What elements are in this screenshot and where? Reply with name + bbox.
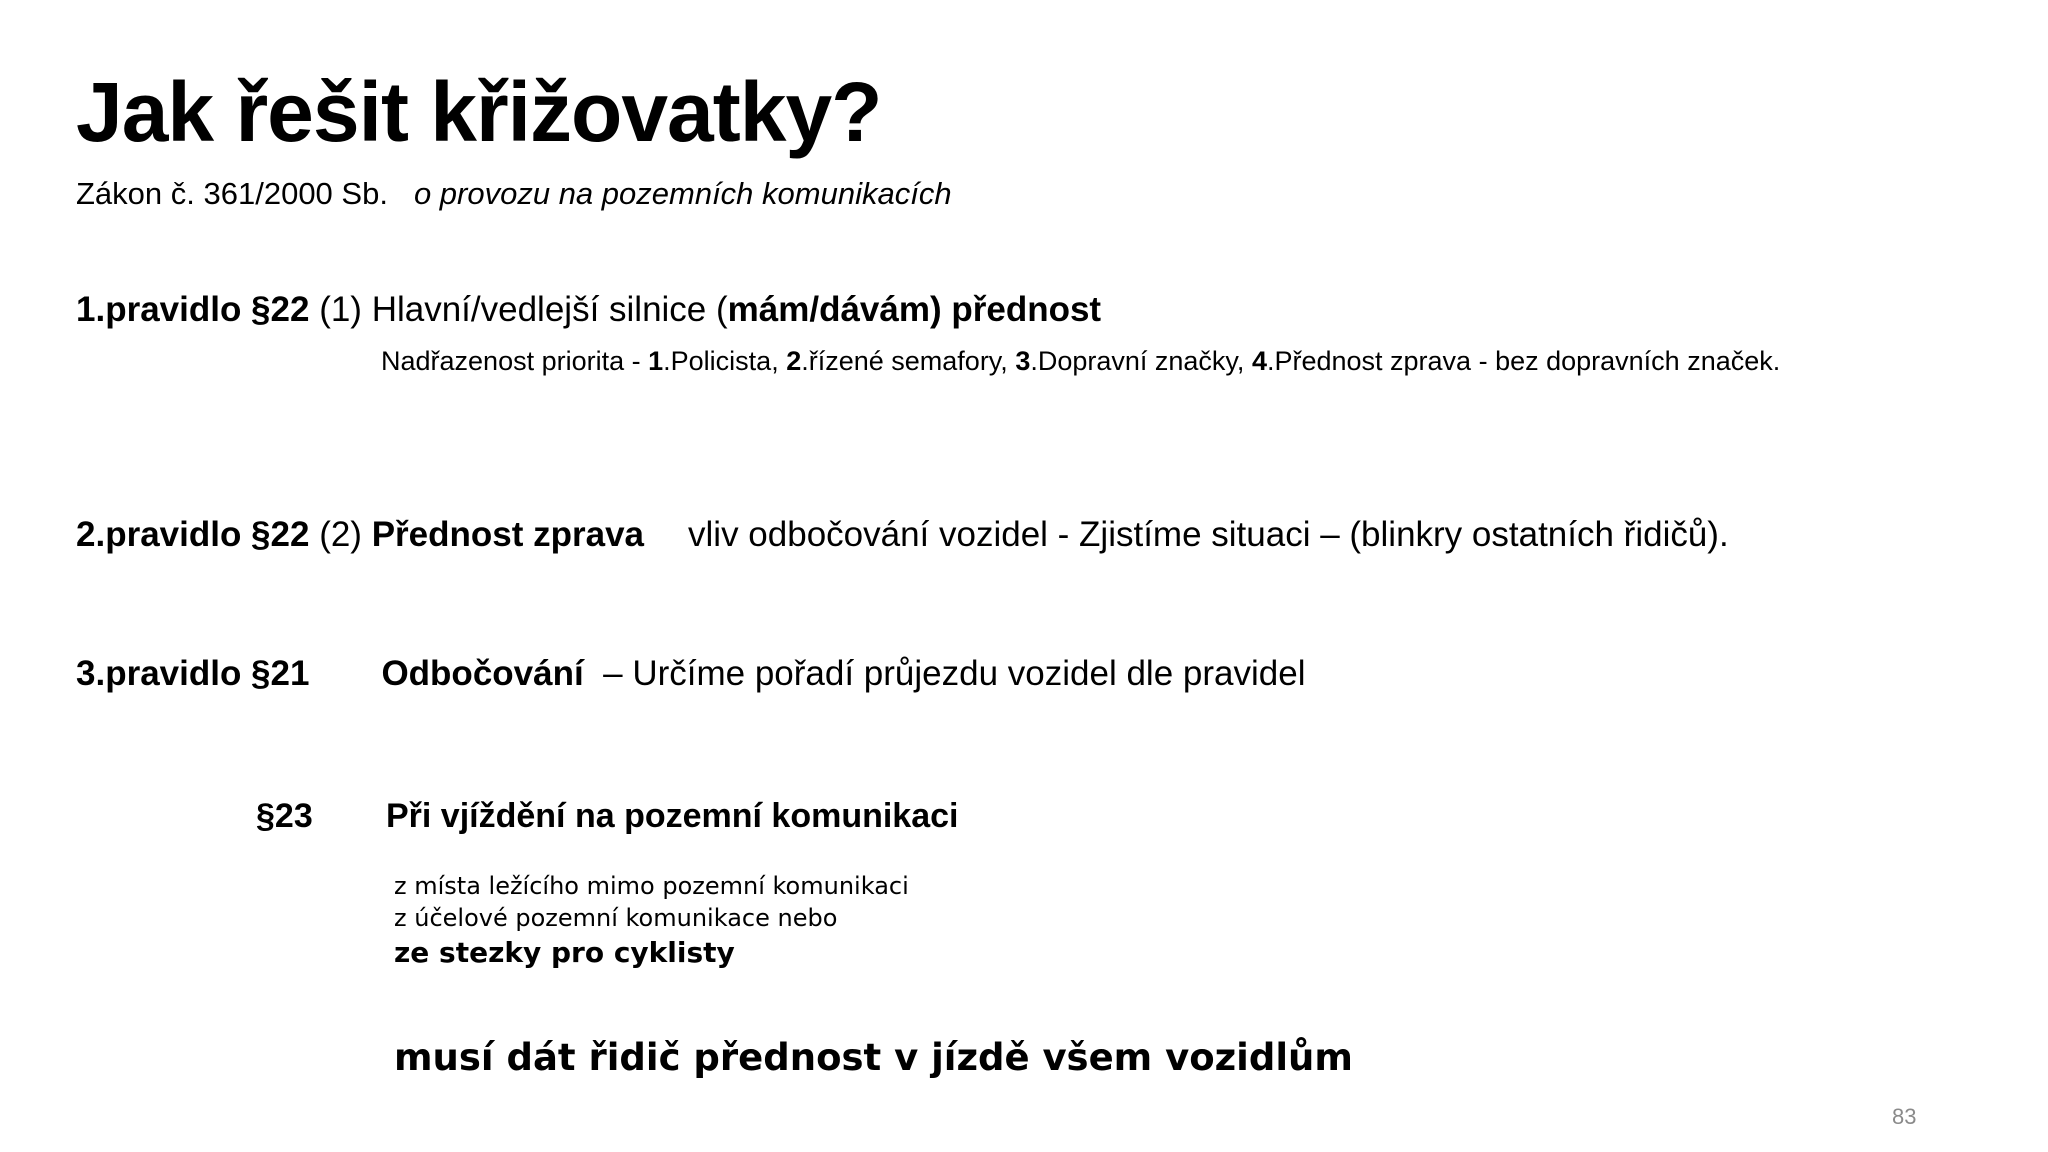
rule-1	[76, 290, 1101, 330]
priority-item-4: .Přednost zprava - bez dopravních značek.	[1266, 346, 1781, 376]
rule-1-label: 1.pravidlo §22	[76, 290, 310, 329]
rule-2-text: vliv odbočování vozidel - Zjistíme situaci – (blinkry ostatních řidičů).	[688, 515, 1729, 554]
section-23-conclusion: musí dát řidič přednost v jízdě všem vozidlům	[394, 1036, 1353, 1079]
section-23-line-1: z místa ležícího mimo pozemní komunikaci	[394, 872, 909, 900]
priority-num-3: 3	[1015, 346, 1031, 376]
page-number: 83	[1892, 1104, 1917, 1129]
priority-order	[381, 346, 1780, 377]
rule-3-heading: Odbočování	[381, 654, 584, 693]
rule-3-text: – Určíme pořadí průjezdu vozidel dle pravidel	[603, 654, 1306, 693]
law-reference	[76, 176, 952, 212]
priority-item-2: .řízené semafory,	[801, 346, 1016, 376]
rule-1-emphasis: mám/dávám) přednost	[727, 290, 1102, 329]
rule-1-paragraph: (1) Hlavní/vedlejší silnice (	[319, 290, 728, 329]
rule-3-label: 3.pravidlo §21	[76, 654, 310, 693]
priority-num-1: 1	[648, 346, 664, 376]
rule-2	[76, 515, 1729, 555]
rule-2-heading: Přednost zprava	[371, 515, 645, 554]
priority-num-2: 2	[786, 346, 802, 376]
rule-3	[76, 654, 1305, 694]
section-23-line-3: ze stezky pro cyklisty	[394, 936, 735, 969]
section-23-line-2: z účelové pozemní komunikace nebo	[394, 904, 838, 932]
rule-2-label: 2.pravidlo §22	[76, 515, 310, 554]
priority-item-3: .Dopravní značky,	[1030, 346, 1252, 376]
rule-2-paragraph: (2)	[319, 515, 362, 554]
law-topic: o provozu na pozemních komunikacích	[413, 176, 952, 211]
priority-num-4: 4	[1251, 346, 1267, 376]
section-23-heading: Při vjíždění na pozemní komunikaci	[386, 797, 959, 835]
priority-prefix: Nadřazenost priorita -	[381, 346, 649, 376]
slide-title: Jak řešit křižovatky?	[76, 65, 882, 159]
priority-item-1: .Policista,	[663, 346, 787, 376]
law-number: Zákon č. 361/2000 Sb.	[76, 176, 388, 211]
section-23-label: §23	[256, 797, 313, 835]
